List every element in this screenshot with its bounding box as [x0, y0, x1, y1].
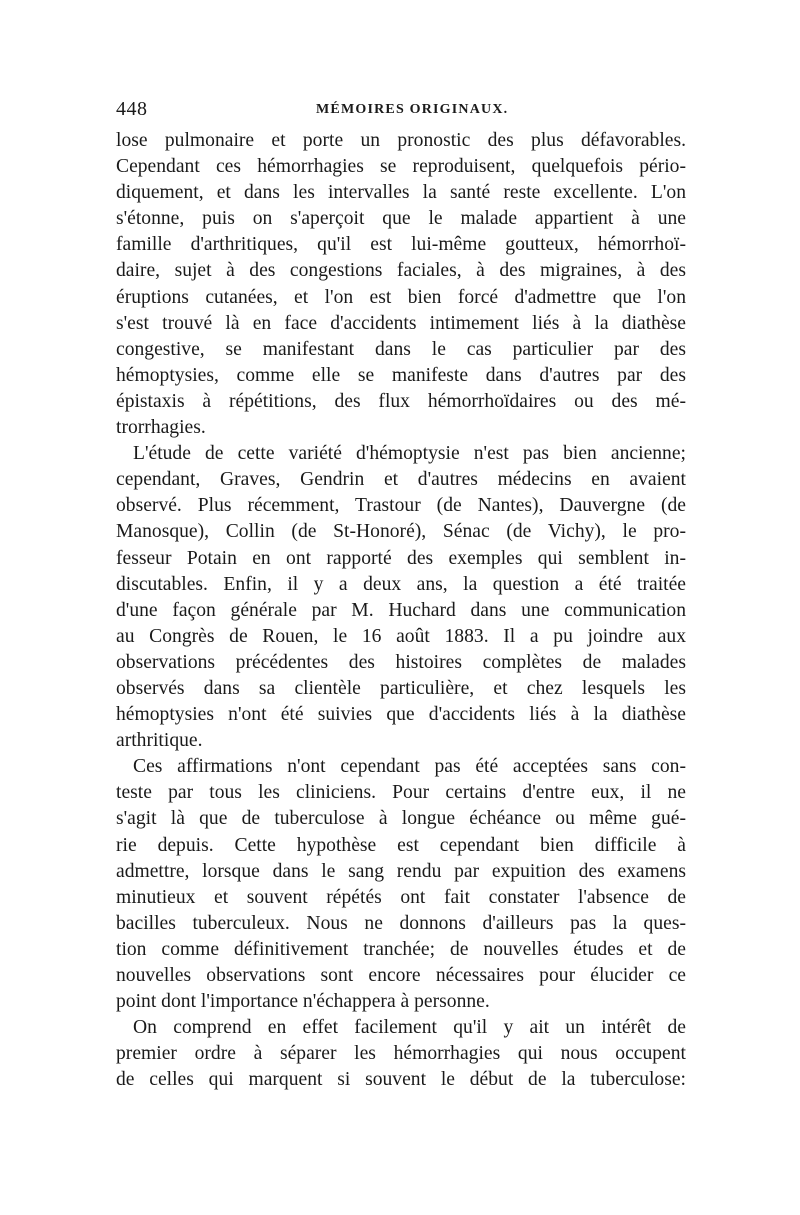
- text-line: diquement, et dans les intervalles la santé reste excellente. L'on: [116, 182, 686, 204]
- text-line: congestive, se manifestant dans le cas particulier par des: [116, 338, 686, 360]
- text-line: admettre, lorsque dans le sang rendu par expuition des examens: [116, 860, 686, 882]
- text-line: fesseur Potain en ont rapporté des exemples qui semblent in-: [116, 547, 686, 569]
- text-line: lose pulmonaire et porte un pronostic des plus défavorables.: [116, 130, 686, 151]
- text-line: nouvelles observations sont encore nécessaires pour élucider ce: [116, 965, 686, 986]
- text-line: rie depuis. Cette hypothèse est cependant bien difficile à: [116, 834, 686, 856]
- text-line: arthritique.: [116, 730, 203, 752]
- text-line: d'une façon générale par M. Huchard dans une communication: [116, 599, 686, 621]
- body-text: [116, 128, 686, 1093]
- text-line: minutieux et souvent répétés ont fait constater l'absence de: [116, 886, 686, 908]
- text-line: Manosque), Collin (de St-Honoré), Sénac (de Vichy), le pro-: [116, 521, 686, 543]
- page-number: 448: [116, 98, 148, 120]
- text-line: observés dans sa clientèle particulière, et chez lesquels les: [116, 677, 686, 699]
- text-line: Cependant ces hémorrhagies se reproduisent, quelquefois pério-: [116, 156, 686, 178]
- text-line: premier ordre à séparer les hémorrhagies qui nous occupent: [116, 1043, 686, 1065]
- text-line: Ces affirmations n'ont cependant pas été acceptées sans con-: [133, 756, 686, 778]
- text-line: cependant, Graves, Gendrin et d'autres médecins en avaient: [116, 469, 686, 491]
- text-line: trorrhagies.: [116, 417, 206, 439]
- text-line: On comprend en effet facilement qu'il y ait un intérêt de: [133, 1017, 686, 1039]
- text-line: hémoptysies, comme elle se manifeste dans d'autres par des: [116, 364, 686, 386]
- page-header: [116, 98, 686, 124]
- text-line: daire, sujet à des congestions faciales, à des migraines, à des: [116, 260, 686, 282]
- text-line: tion comme définitivement tranchée; de nouvelles études et de: [116, 938, 686, 960]
- text-line: s'étonne, puis on s'aperçoit que le malade appartient à une: [116, 208, 686, 230]
- text-line: discutables. Enfin, il y a deux ans, la question a été traitée: [116, 573, 686, 595]
- text-line: au Congrès de Rouen, le 16 août 1883. Il a pu joindre aux: [116, 625, 686, 647]
- running-title: MÉMOIRES ORIGINAUX.: [316, 102, 509, 117]
- text-line: de celles qui marquent si souvent le début de la tuberculose:: [116, 1069, 686, 1091]
- text-line: s'est trouvé là en face d'accidents intimement liés à la diathèse: [116, 312, 686, 334]
- text-line: L'étude de cette variété d'hémoptysie n'est pas bien ancienne;: [133, 443, 686, 465]
- text-line: s'agit là que de tuberculose à longue échéance ou même gué-: [116, 808, 686, 830]
- text-line: famille d'arthritiques, qu'il est lui-même goutteux, hémorrhoï-: [116, 234, 686, 256]
- text-line: hémoptysies n'ont été suivies que d'accidents liés à la diathèse: [116, 704, 686, 726]
- text-line: observé. Plus récemment, Trastour (de Nantes), Dauvergne (de: [116, 495, 686, 517]
- text-line: observations précédentes des histoires complètes de malades: [116, 651, 686, 673]
- text-line: teste par tous les cliniciens. Pour certains d'entre eux, il ne: [116, 782, 686, 804]
- text-line: épistaxis à répétitions, des flux hémorrhoïdaires ou des mé-: [116, 390, 686, 412]
- text-line: point dont l'importance n'échappera à personne.: [116, 991, 490, 1013]
- text-line: éruptions cutanées, et l'on est bien forcé d'admettre que l'on: [116, 286, 686, 308]
- text-line: bacilles tuberculeux. Nous ne donnons d'ailleurs pas la ques-: [116, 912, 686, 934]
